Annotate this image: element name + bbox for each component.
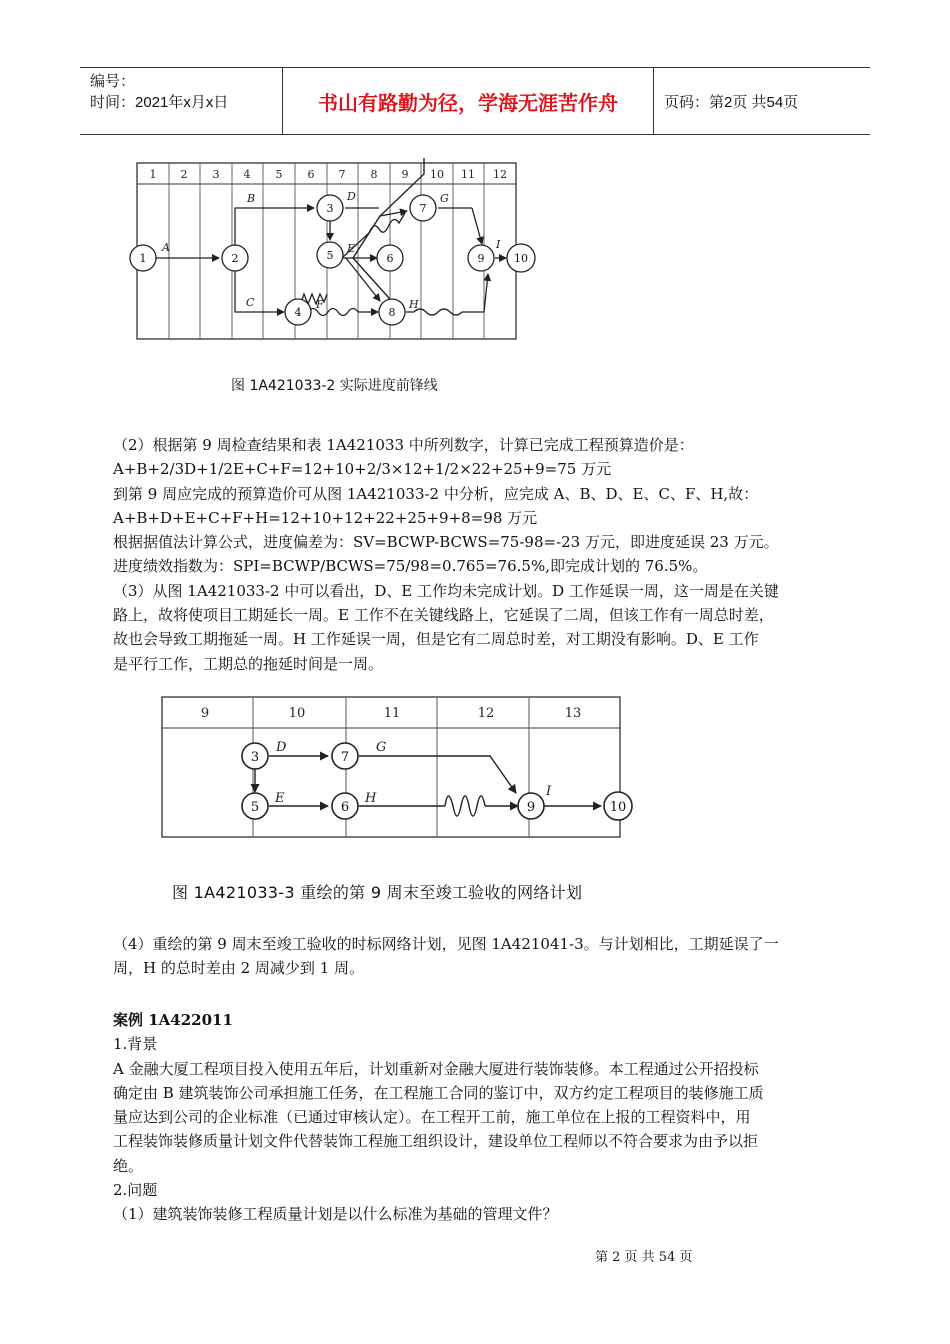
fig1-col-10: 10 <box>430 168 444 181</box>
figure2-caption: 图 1A421033-3 重绘的第 9 周末至竣工验收的网络计划 <box>172 883 583 902</box>
fig1-col-4: 4 <box>243 168 251 181</box>
number-label: 编号： <box>90 73 136 90</box>
case-line: （1）建筑装饰装修工程质量计划是以什么标准为基础的管理文件？ <box>113 1205 558 1224</box>
fig1-act-F: F <box>316 298 324 311</box>
page-header <box>80 67 870 135</box>
body2-line: （4）重绘的第 9 周末至竣工验收的时标网络计划，见图 1A421041-3。与计划相比，工期延误了一 <box>113 935 779 953</box>
body1-line: 进度绩效指数为：SPI=BCWP/BCWS=75/98=0.765=76.5%,即完成计划的 76.5%。 <box>113 557 708 576</box>
body-text-2 <box>113 932 841 981</box>
case-line: A 金融大厦工程项目投入使用五年后，计划重新对金融大厦进行装饰装修。本工程通过公开招投标 <box>113 1059 759 1078</box>
fig1-act-H: H <box>409 298 419 311</box>
case-line: 确定由 B 建筑装饰公司承担施工任务，在工程施工合同的鉴订中，双方约定工程项目的装修施工质 <box>113 1083 764 1102</box>
header-page-info: 页码：第2页 共54页 <box>664 93 799 111</box>
body1-line: 是平行工作，工期总的拖延时间是一周。 <box>113 654 384 673</box>
body1-line: （3）从图 1A421033-2 中可以看出，D、E 工作均未完成计划。D 工作延误一周，这一周是在关键 <box>113 581 779 600</box>
fig1-col-11: 11 <box>461 168 475 181</box>
fig1-act-I: I <box>496 238 501 251</box>
fig2-node-10: 10 <box>609 800 627 815</box>
body1-line: A+B+D+E+C+F+H=12+10+12+22+25+9+8=98 万元 <box>113 508 538 527</box>
fig2-node-5: 5 <box>250 800 260 815</box>
case-section <box>113 1008 841 1227</box>
fig1-node-2: 2 <box>231 252 239 265</box>
fig2-node-9: 9 <box>526 800 536 815</box>
time-label: 时间：2021年x月x日 <box>90 94 229 111</box>
network-diagram-1 <box>124 158 542 344</box>
fig1-act-C: C <box>246 296 255 309</box>
body1-line: 故也会导致工期拖延一周。H 工作延误一周，但是它有二周总时差，对工期没有影响。D、E 工作 <box>113 630 759 649</box>
body1-line: 到第 9 周应完成的预算造价可从图 1A421033-2 中分析，应完成 A、B、D、E、C、F、H,故： <box>113 484 759 503</box>
progress-front-line <box>353 158 424 310</box>
figure1-caption: 图 1A421033-2 实际进度前锋线 <box>231 378 438 394</box>
case-line: 2.问题 <box>113 1181 158 1200</box>
fig1-col-9: 9 <box>401 168 409 181</box>
fig2-act-I: I <box>546 784 552 799</box>
fig1-act-E: E <box>347 242 356 255</box>
case-line: 1.背景 <box>113 1035 158 1054</box>
fig1-col-2: 2 <box>180 168 188 181</box>
body1-line: 路上，故将使项目工期延长一周。E 工作不在关键线路上，它延误了二周，但该工作有一周总时差， <box>113 606 774 625</box>
fig2-act-G: G <box>376 740 387 755</box>
case-title: 案例 1A422011 <box>113 1011 233 1029</box>
fig1-node-6: 6 <box>386 252 394 265</box>
fig1-node-5: 5 <box>326 249 334 262</box>
body1-line: A+B+2/3D+1/2E+C+F=12+10+2/3×12+1/2×22+25+9=75 万元 <box>113 460 612 479</box>
fig2-act-E: E <box>275 791 285 806</box>
fig2-act-H: H <box>365 791 377 806</box>
fig1-col-1: 1 <box>149 168 157 181</box>
fig1-node-3: 3 <box>326 202 334 215</box>
fig2-col-11: 11 <box>383 706 401 721</box>
page-footer: 第 2 页 共 54 页 <box>595 1250 693 1265</box>
body2-line: 周，H 的总时差由 2 周减少到 1 周。 <box>113 959 365 978</box>
fig1-col-8: 8 <box>370 168 378 181</box>
body1-line: （2）根据第 9 周检查结果和表 1A421033 中所列数字，计算已完成工程预算造价是： <box>113 436 694 454</box>
header-motto: 书山有路勤为径，学海无涯苦作舟 <box>283 68 654 134</box>
fig1-act-B: B <box>247 192 256 205</box>
fig2-node-7: 7 <box>340 750 350 765</box>
case-line: 绝。 <box>113 1156 144 1175</box>
fig1-node-7: 7 <box>419 202 427 215</box>
case-line: 量应达到公司的企业标准（已通过审核认定）。在工程开工前，施工单位在上报的工程资料中，用 <box>113 1108 751 1127</box>
fig1-col-6: 6 <box>307 168 315 181</box>
fig2-node-3: 3 <box>250 750 260 765</box>
fig1-node-1: 1 <box>139 252 147 265</box>
case-line: 工程装饰装修质量计划文件代替装饰工程施工组织设计，建设单位工程师以不符合要求为由予以拒 <box>113 1132 759 1151</box>
header-meta <box>80 68 283 134</box>
fig1-node-8: 8 <box>388 306 396 319</box>
fig1-act-A: A <box>162 241 170 254</box>
body-text-1 <box>113 433 841 676</box>
fig1-col-3: 3 <box>212 168 220 181</box>
fig1-col-5: 5 <box>275 168 283 181</box>
fig2-col-13: 13 <box>564 706 582 721</box>
fig1-act-D: D <box>347 190 356 203</box>
fig1-node-4: 4 <box>294 306 302 319</box>
fig1-act-G: G <box>440 192 449 205</box>
fig2-act-D: D <box>276 740 287 755</box>
fig2-node-6: 6 <box>340 800 350 815</box>
fig2-col-9: 9 <box>200 706 210 721</box>
body1-line: 根据据值法计算公式，进度偏差为：SV=BCWP-BCWS=75-98=-23 万元，即进度延误 23 万元。 <box>113 533 779 552</box>
fig2-col-10: 10 <box>288 706 306 721</box>
fig1-node-9: 9 <box>477 252 485 265</box>
fig1-col-7: 7 <box>338 168 346 181</box>
fig2-col-12: 12 <box>477 706 495 721</box>
fig1-col-12: 12 <box>493 168 507 181</box>
fig1-node-10: 10 <box>514 252 528 265</box>
network-diagram-2 <box>160 695 638 841</box>
